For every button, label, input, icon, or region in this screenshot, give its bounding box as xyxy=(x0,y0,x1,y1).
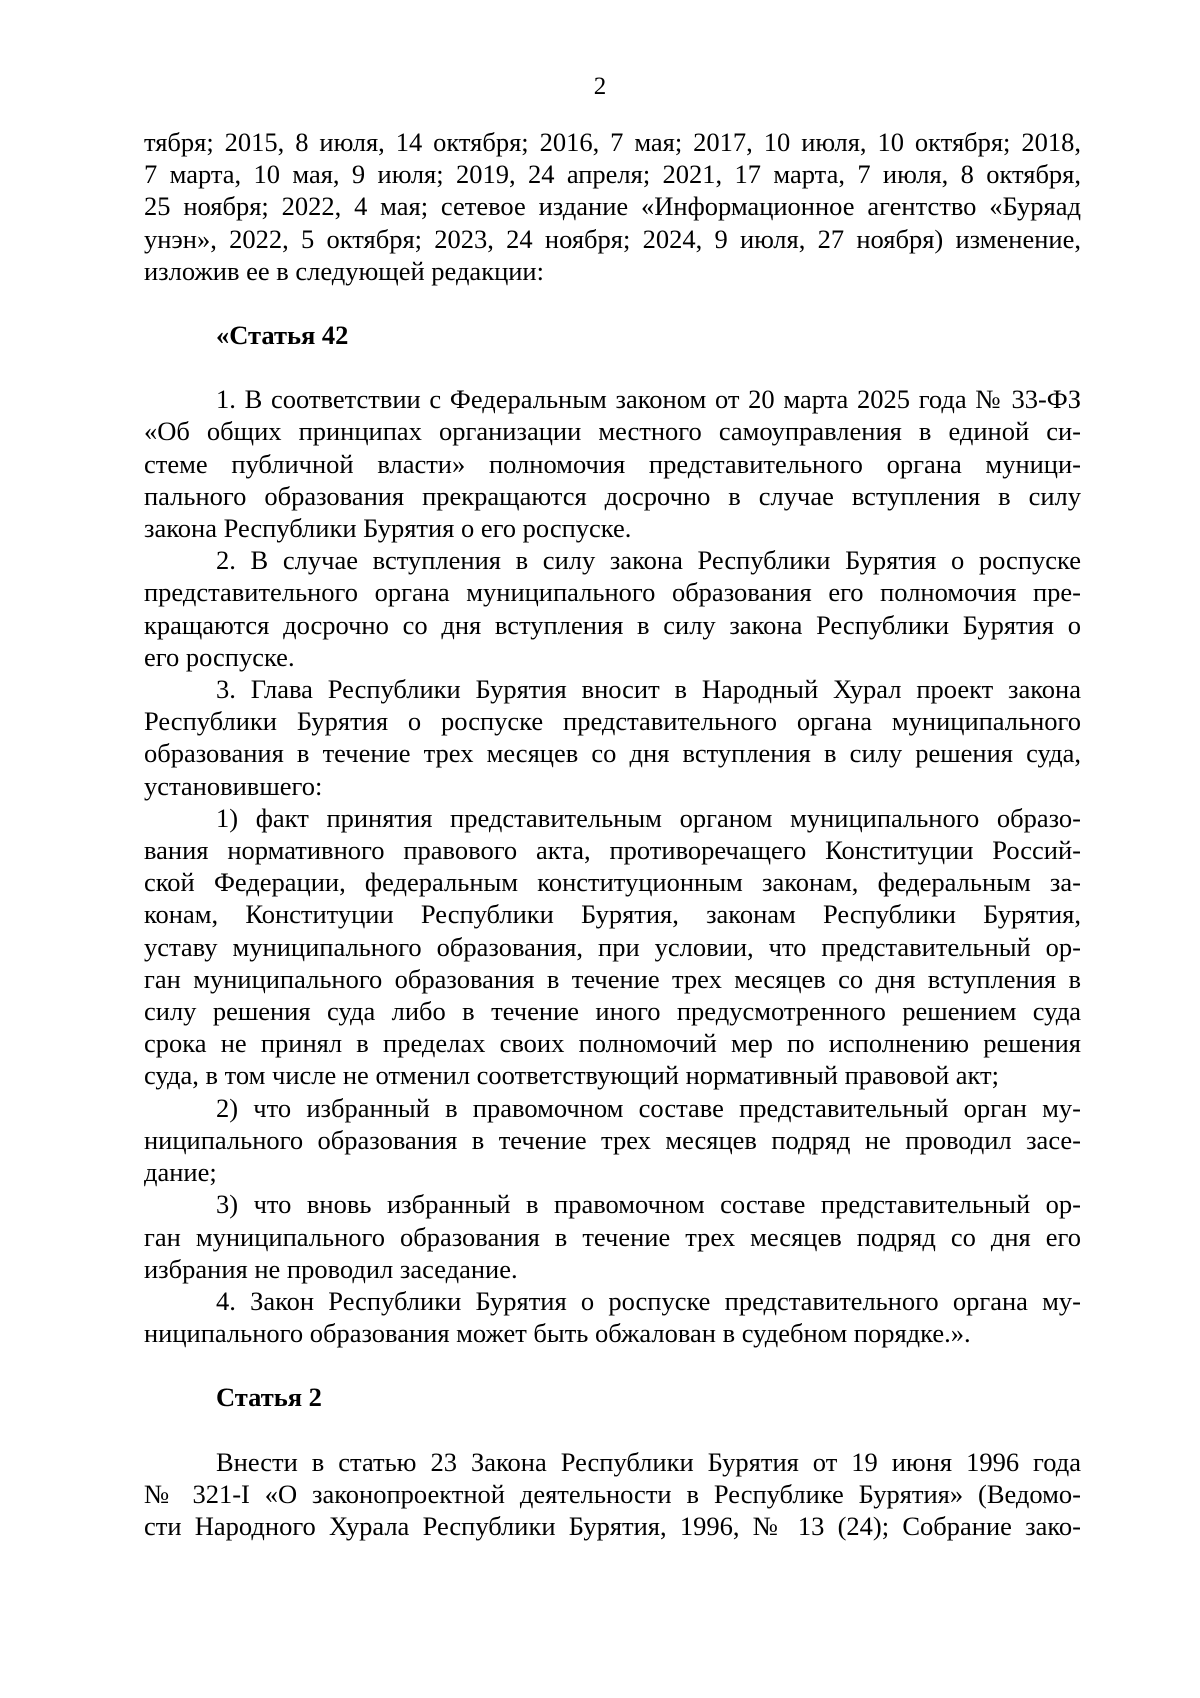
text-line: ниципального образования в течение трех месяцев подряд не проводил засе- xyxy=(144,1124,1081,1155)
article-42-item-3 xyxy=(144,1188,1081,1285)
text-line: ган муниципального образования в течение трех месяцев со дня вступления в xyxy=(144,963,1081,994)
text-line: дание; xyxy=(144,1157,217,1188)
text-line: представительного органа муниципального образования его полномочия пре- xyxy=(144,577,1081,608)
text-line: ган муниципального образования в течение трех месяцев подряд со дня его xyxy=(144,1221,1081,1252)
article-42-item-1 xyxy=(144,802,1081,1092)
intro-paragraph xyxy=(144,126,1081,287)
text-line: ниципального образования может быть обжалован в судебном порядке.». xyxy=(144,1318,971,1349)
text-line: Республики Бурятия о роспуске представительного органа муниципального xyxy=(144,706,1081,737)
text-line: его роспуске. xyxy=(144,641,295,672)
page-number: 2 xyxy=(593,73,607,100)
text-line: 3) что вновь избранный в правомочном составе представительный ор- xyxy=(216,1189,1081,1220)
spacer xyxy=(144,1349,1081,1381)
text-line: закона Республики Бурятия о его роспуске. xyxy=(144,513,632,544)
text-line: изложив ее в следующей редакции: xyxy=(144,255,544,286)
text-line: 2. В случае вступления в силу закона Республики Бурятия о роспуске xyxy=(216,545,1081,576)
article-42-heading: «Статья 42 xyxy=(216,320,349,351)
text-line: установившего: xyxy=(144,770,323,801)
text-line: стеме публичной власти» полномочия представительного органа муници- xyxy=(144,448,1081,479)
text-line: 1. В соответствии с Федеральным законом от 20 марта 2025 года № 33-ФЗ xyxy=(216,384,1081,415)
text-line: унэн», 2022, 5 октября; 2023, 24 ноября; 2024, 9 июля, 27 ноября) изменение, xyxy=(144,223,1081,254)
text-line: № 321-I «О законопроектной деятельности в Республике Бурятия» (Ведомо- xyxy=(144,1478,1081,1509)
text-line: избрания не проводил заседание. xyxy=(144,1253,518,1284)
text-line: силу решения суда либо в течение иного предусмотренного решением суда xyxy=(144,996,1081,1027)
text-line: 7 марта, 10 мая, 9 июля; 2019, 24 апреля; 2021, 17 марта, 7 июля, 8 октября, xyxy=(144,159,1081,190)
text-line: ской Федерации, федеральным конституционным законам, федеральным за- xyxy=(144,867,1081,898)
text-line: тября; 2015, 8 июля, 14 октября; 2016, 7 мая; 2017, 10 июля, 10 октября; 2018, xyxy=(144,127,1081,157)
text-line: суда, в том числе не отменил соответствующий нормативный правовой акт; xyxy=(144,1060,999,1091)
text-line: 1) факт принятия представительным органом муниципального образо- xyxy=(216,802,1081,833)
text-line: вания нормативного правового акта, противоречащего Конституции Россий- xyxy=(144,835,1081,866)
document-body xyxy=(144,126,1081,1542)
text-line: образования в течение трех месяцев со дня вступления в силу решения суда, xyxy=(144,738,1081,769)
article-42-paragraph-3 xyxy=(144,673,1081,802)
spacer xyxy=(144,287,1081,319)
text-line: 25 ноября; 2022, 4 мая; сетевое издание «Информационное агентство «Буряад xyxy=(144,191,1081,222)
text-line: уставу муниципального образования, при условии, что представительный ор- xyxy=(144,931,1081,962)
text-line: срока не принял в пределах своих полномочий мер по исполнению решения xyxy=(144,1028,1081,1059)
article-2-heading: Статья 2 xyxy=(216,1382,322,1413)
article-42-paragraph-4 xyxy=(144,1285,1081,1349)
article-42-item-2 xyxy=(144,1092,1081,1189)
spacer xyxy=(144,1414,1081,1446)
text-line: кращаются досрочно со дня вступления в силу закона Республики Бурятия о xyxy=(144,609,1081,640)
spacer xyxy=(144,351,1081,383)
text-line: 3. Глава Республики Бурятия вносит в Народный Хурал проект закона xyxy=(216,674,1081,705)
text-line: 4. Закон Республики Бурятия о роспуске представительного органа му- xyxy=(216,1285,1081,1316)
text-line: 2) что избранный в правомочном составе представительный орган му- xyxy=(216,1092,1081,1123)
text-line: конам, Конституции Республики Бурятия, законам Республики Бурятия, xyxy=(144,899,1081,930)
text-line: «Об общих принципах организации местного самоуправления в единой си- xyxy=(144,416,1081,447)
text-line: пального образования прекращаются досрочно в случае вступления в силу xyxy=(144,480,1081,511)
text-line: Внести в статью 23 Закона Республики Бурятия от 19 июня 1996 года xyxy=(216,1446,1081,1477)
article-42-paragraph-1 xyxy=(144,383,1081,544)
article-2-paragraph xyxy=(144,1446,1081,1543)
text-line: сти Народного Хурала Республики Бурятия, 1996, № 13 (24); Собрание зако- xyxy=(144,1510,1081,1541)
article-42-paragraph-2 xyxy=(144,544,1081,673)
